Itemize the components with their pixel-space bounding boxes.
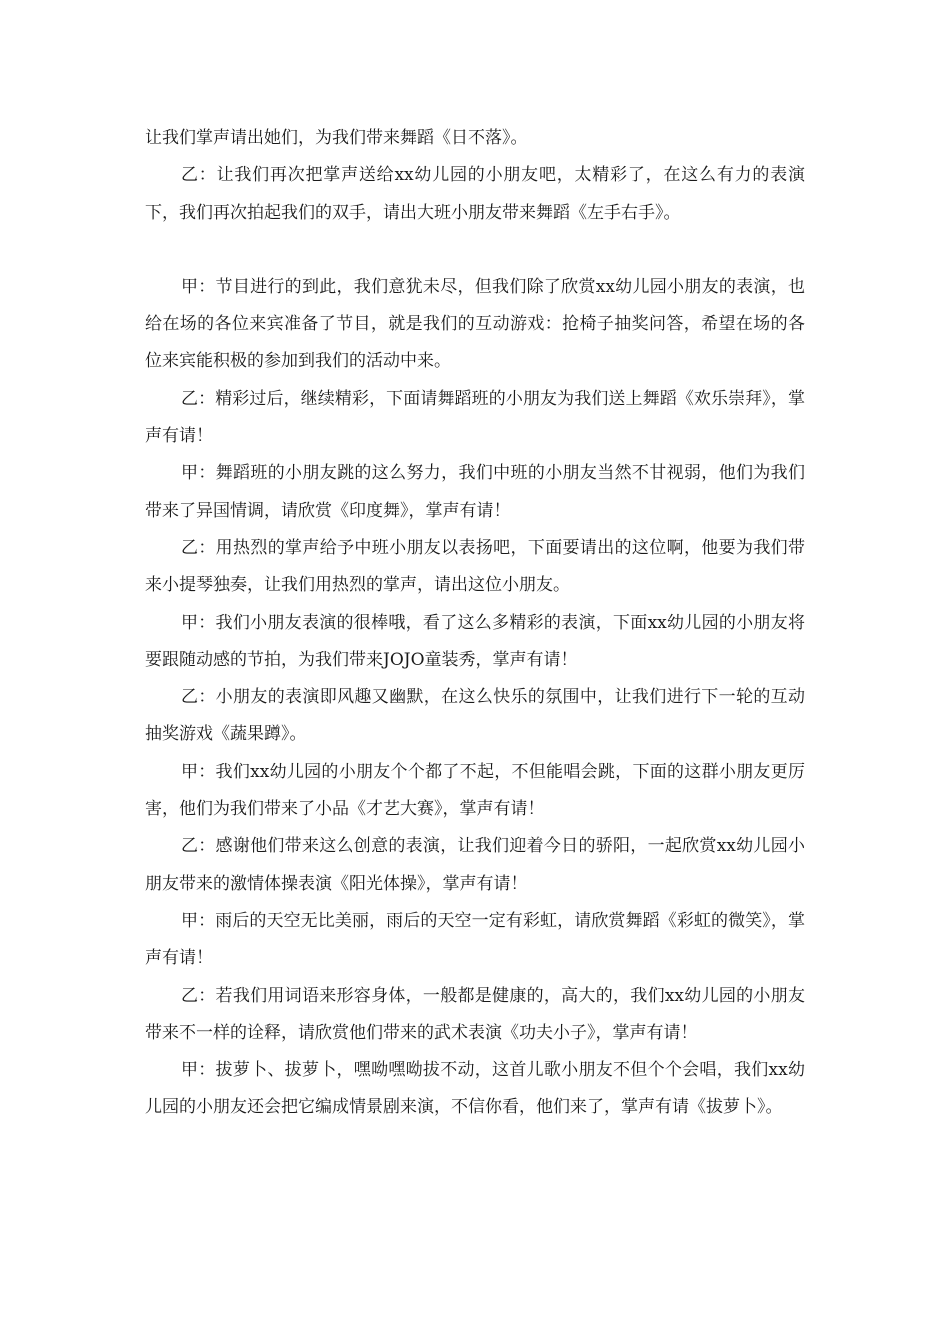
paragraph-11: 甲：雨后的天空无比美丽，雨后的天空一定有彩虹，请欣赏舞蹈《彩虹的微笑》，掌声有请！ <box>145 910 805 969</box>
paragraph-5: 甲：舞蹈班的小朋友跳的这么努力，我们中班的小朋友当然不甘视弱，他们为我们带来了异国情调，请欣赏《印度舞》，掌声有请！ <box>145 463 805 521</box>
paragraph-12: 乙：若我们用词语来形容身体，一般都是健康的，高大的，我们xx幼儿园的小朋友带来不一样的诠释，请欣赏他们带来的武术表演《功夫小子》，掌声有请！ <box>145 985 805 1043</box>
paragraph-2: 乙：让我们再次把掌声送给xx幼儿园的小朋友吧，太精彩了，在这么有力的表演下，我们再次拍起我们的双手，请出大班小朋友带来舞蹈《左手右手》。 <box>145 165 805 223</box>
paragraph-1: 让我们掌声请出她们，为我们带来舞蹈《日不落》。 <box>145 128 528 148</box>
paragraph-3: 甲：节目进行的到此，我们意犹未尽，但我们除了欣赏xx幼儿园小朋友的表演，也给在场的各位来宾准备了节目，就是我们的互动游戏：抢椅子抽奖问答，希望在场的各位来宾能积极的参加到我们的活动中来。 <box>145 276 805 372</box>
paragraph-9: 甲：我们xx幼儿园的小朋友个个都了不起，不但能唱会跳，下面的这群小朋友更厉害，他们为我们带来了小品《才艺大赛》，掌声有请！ <box>145 761 805 820</box>
paragraph-6: 乙：用热烈的掌声给予中班小朋友以表扬吧，下面要请出的这位啊，他要为我们带来小提琴独奏，让我们用热烈的掌声，请出这位小朋友。 <box>145 537 805 596</box>
paragraph-8: 乙：小朋友的表演即风趣又幽默，在这么快乐的氛围中，让我们进行下一轮的互动抽奖游戏《蔬果蹲》。 <box>145 687 805 745</box>
paragraph-7: 甲：我们小朋友表演的很棒哦，看了这么多精彩的表演，下面xx幼儿园的小朋友将要跟随动感的节拍，为我们带来JOJO童装秀，掌声有请！ <box>145 612 805 670</box>
paragraph-13: 甲：拔萝卜、拔萝卜，嘿呦嘿呦拔不动，这首儿歌小朋友不但个个会唱，我们xx幼儿园的小朋友还会把它编成情景剧来演，不信你看，他们来了，掌声有请《拔萝卜》。 <box>145 1060 805 1118</box>
document-body <box>145 120 805 1127</box>
paragraph-4: 乙：精彩过后，继续精彩，下面请舞蹈班的小朋友为我们送上舞蹈《欢乐崇拜》，掌声有请！ <box>145 388 805 447</box>
paragraph-gap <box>145 232 805 269</box>
paragraph-10: 乙：感谢他们带来这么创意的表演，让我们迎着今日的骄阳，一起欣赏xx幼儿园小朋友带来的激情体操表演《阳光体操》，掌声有请！ <box>145 836 805 894</box>
